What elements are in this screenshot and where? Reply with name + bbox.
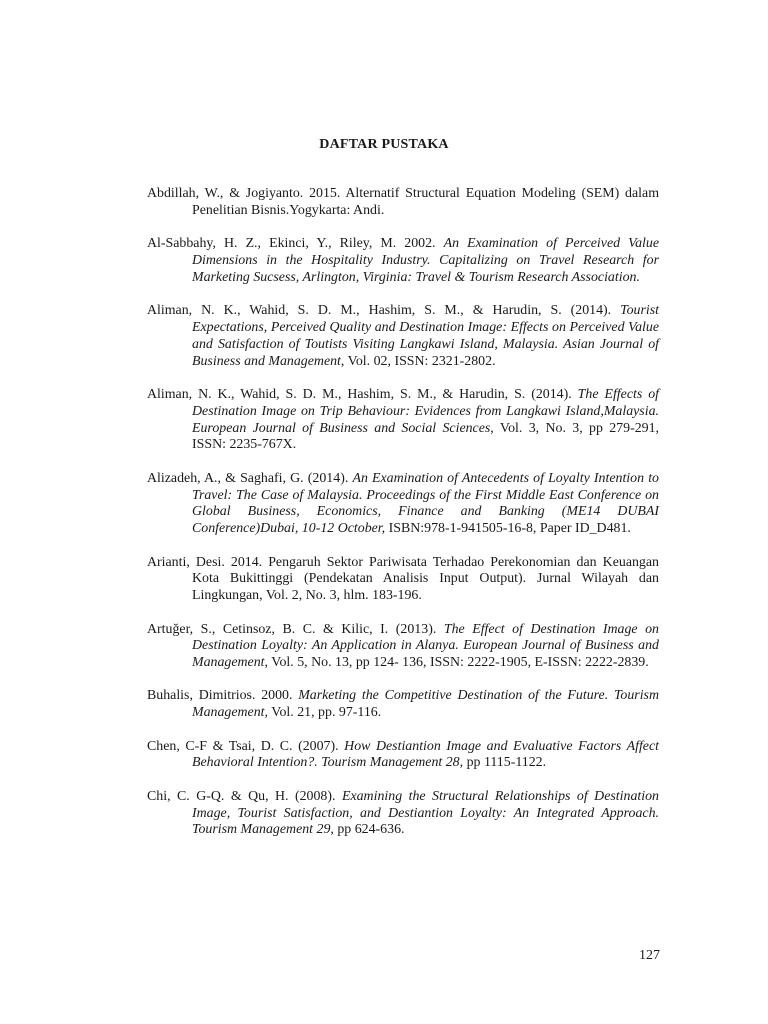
reference-entry xyxy=(147,688,659,722)
reference-italic-text: The Effect of Destination Image on Destination Loyalty: An Application in Alanya. European Journal of Business and Management xyxy=(192,621,659,671)
reference-italic-text: The Effects of Destination Image on Trip Behaviour: Evidences from Langkawi Island,Malaysia. European Journal of Business and Social Sciences xyxy=(192,386,660,436)
reference-italic-text: How Destiantion Image and Evaluative Factors Affect Behavioral Intention?. Tourism Management 28 xyxy=(192,738,659,771)
reference-italic-text: Marketing the Competitive Destination of the Future. Tourism Management, xyxy=(192,688,659,721)
reference-text-tail: ISBN:978-1-941505-16-8, Paper ID_D481. xyxy=(385,521,631,537)
reference-entry xyxy=(147,555,659,605)
reference-text: Chi, C. G-Q. & Qu, H. (2008). xyxy=(147,788,342,804)
reference-entry xyxy=(147,471,659,538)
page-title: DAFTAR PUSTAKA xyxy=(319,137,449,152)
reference-italic-text: Examining the Structural Relationships of Destination Image, Tourist Satisfaction, and Destiantion Loyalty: An Integrated Approach. Tourism Management 29 xyxy=(192,788,660,838)
reference-text-tail: , pp 624-636. xyxy=(330,822,405,838)
page-number: 127 xyxy=(639,948,660,963)
reference-text: Artuğer, S., Cetinsoz, B. C. & Kilic, I. (2013). xyxy=(147,621,444,637)
reference-entry xyxy=(147,236,659,286)
reference-entry xyxy=(147,387,659,454)
reference-entry xyxy=(147,622,659,672)
reference-text: Aliman, N. K., Wahid, S. D. M., Hashim, S. M., & Harudin, S. (2014). xyxy=(147,303,621,319)
reference-text: Buhalis, Dimitrios. 2000. xyxy=(147,688,299,704)
reference-list xyxy=(147,186,659,856)
reference-text-tail: , Vol. 02, ISSN: 2321-2802. xyxy=(340,353,496,369)
reference-text-tail: , pp 1115-1122. xyxy=(459,755,547,771)
reference-text: Aliman, N. K., Wahid, S. D. M., Hashim, S. M., & Harudin, S. (2014). xyxy=(147,386,578,402)
reference-text: Abdillah, W., & Jogiyanto. 2015. Alternatif Structural Equation Modeling (SEM) dalam Penelitian Bisnis.Yogykarta: Andi. xyxy=(147,186,659,218)
reference-text: Al-Sabbahy, H. Z., Ekinci, Y., Riley, M. 2002. xyxy=(147,236,444,252)
reference-text: Arianti, Desi. 2014. Pengaruh Sektor Pariwisata Terhadao Perekonomian dan Keuangan Kota Bukittinggi (Pendekatan Analisis Input Output). Jurnal Wilayah dan Lingkungan, Vol. 2, No. 3, hlm. 183-196. xyxy=(147,554,659,604)
reference-italic-text: An Examination of Antecedents of Loyalty Intention to Travel: The Case of Malaysia. Proceedings of the First Middle East Conference on Global Business, Economics, Finance and Banking (ME14 DUBAI Conference)Dubai, 10-12 October, xyxy=(192,470,660,537)
reference-text-tail: , Vol. 5, No. 13, pp 124- 136, ISSN: 2222-1905, E-ISSN: 2222-2839. xyxy=(264,655,649,671)
reference-italic-text: An Examination of Perceived Value Dimensions in the Hospitality Industry. Capitalizing on Travel Research for Marketing Sucsess, Arlington, Virginia: Travel & Tourism Research Association. xyxy=(192,236,659,285)
reference-entry xyxy=(147,739,659,773)
reference-text-tail: Vol. 21, pp. 97-116. xyxy=(268,705,382,721)
reference-italic-text: Tourist Expectations, Perceived Quality and Destination Image: Effects on Perceived Value and Satisfaction of Toutists Visiting Langkawi Island, Malaysia. Asian Journal of Business and Management xyxy=(192,303,659,369)
reference-text: Alizadeh, A., & Saghafi, G. (2014). xyxy=(147,470,353,486)
reference-text: Chen, C-F & Tsai, D. C. (2007). xyxy=(147,738,345,754)
reference-entry xyxy=(147,303,659,370)
reference-entry xyxy=(147,186,659,220)
reference-text-tail: , Vol. 3, No. 3, pp 279-291, ISSN: 2235-767X. xyxy=(192,420,659,453)
reference-entry xyxy=(147,789,659,839)
